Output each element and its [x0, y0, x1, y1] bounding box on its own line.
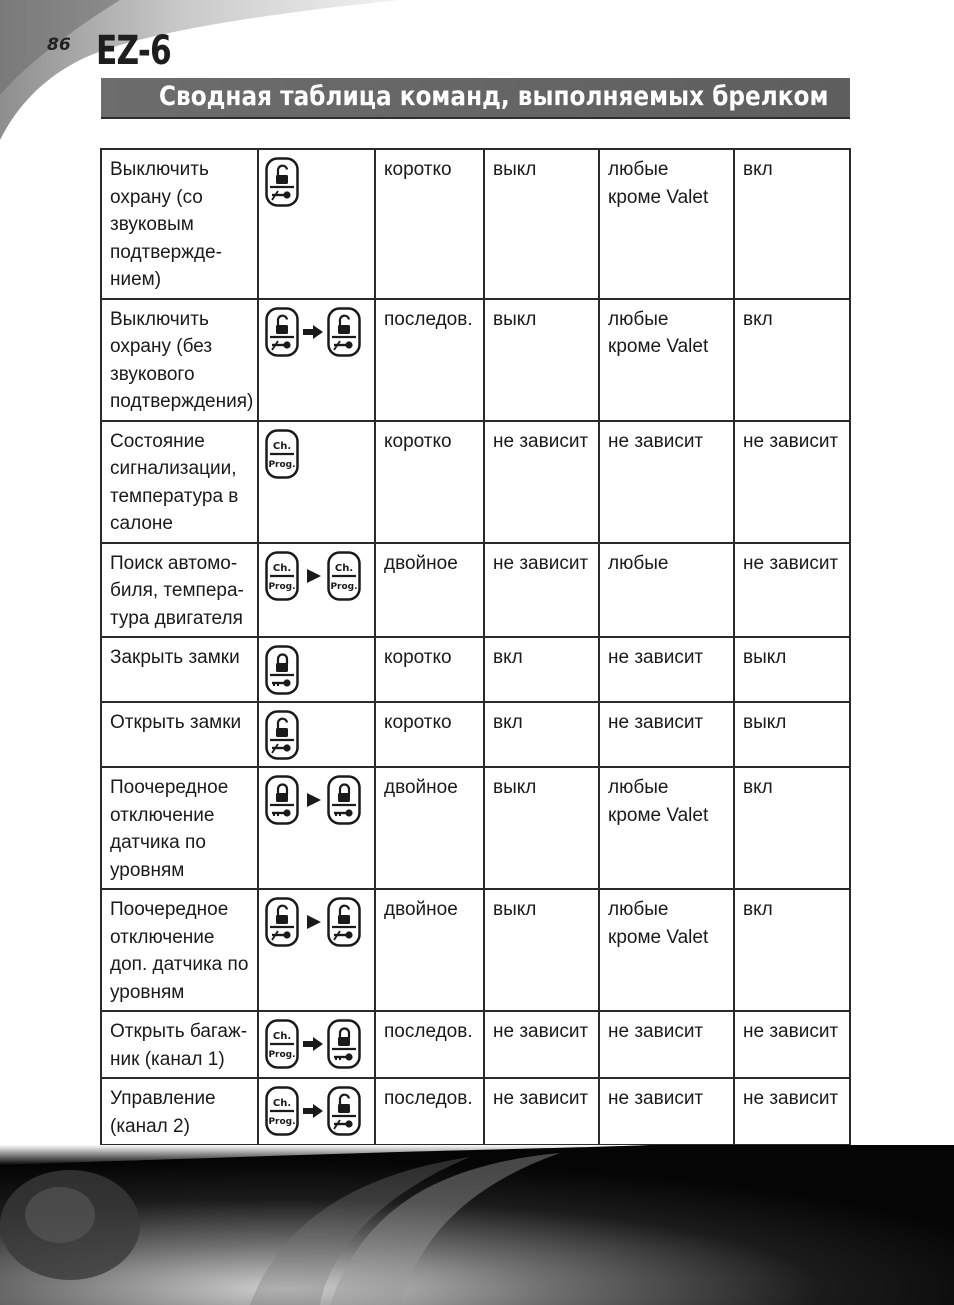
svg-text:Prog.: Prog. — [268, 459, 296, 470]
unlock-key-icon — [265, 710, 299, 760]
result-cell: не зависит — [734, 1078, 850, 1145]
mode-cell: не зависит — [599, 637, 734, 702]
mode-cell: любые — [599, 543, 734, 638]
unlock-key-icon — [265, 897, 299, 947]
page-number: 86 — [47, 35, 71, 55]
play-arrow-icon — [303, 569, 323, 583]
unlock-key-icon — [265, 157, 299, 207]
ch-prog-icon — [327, 551, 361, 601]
result-cell: вкл — [734, 889, 850, 1011]
table-row — [101, 149, 850, 299]
footer-image-decoration — [0, 1145, 954, 1305]
condition-cell: вкл — [484, 702, 599, 767]
command-name-cell: Выключить охрану (без звукового подтверждения) — [101, 299, 258, 421]
press-type-cell: последов. — [375, 299, 484, 421]
command-name-cell: Состояние сигнализации, температура в салоне — [101, 421, 258, 543]
command-name-cell: Выключить охрану (со звуковым подтвержде- нием) — [101, 149, 258, 299]
table-row — [101, 889, 850, 1011]
unlock-key-icon — [327, 897, 361, 947]
condition-cell: выкл — [484, 889, 599, 1011]
button-sequence-cell — [258, 149, 375, 299]
svg-text:Prog.: Prog. — [268, 1050, 296, 1060]
table-row — [101, 421, 850, 543]
condition-cell: не зависит — [484, 421, 599, 543]
arrow-right-icon — [303, 1037, 323, 1051]
mode-cell: любые кроме Valet — [599, 889, 734, 1011]
button-sequence — [265, 1018, 368, 1070]
press-type-cell: коротко — [375, 702, 484, 767]
arrow-right-icon — [303, 1104, 323, 1118]
svg-text:Prog.: Prog. — [268, 1117, 296, 1127]
result-cell: не зависит — [734, 421, 850, 543]
svg-text:Ch.: Ch. — [334, 562, 354, 574]
lock-key-icon — [265, 775, 299, 825]
svg-text:Prog.: Prog. — [330, 581, 358, 592]
result-cell: вкл — [734, 149, 850, 299]
lock-key-icon — [327, 1019, 361, 1069]
condition-cell: не зависит — [484, 543, 599, 638]
condition-cell: выкл — [484, 299, 599, 421]
title-bar — [101, 78, 850, 119]
result-cell: выкл — [734, 702, 850, 767]
command-name-cell: Поочередное отключение датчика по уровням — [101, 767, 258, 889]
button-sequence — [265, 709, 368, 761]
table-row — [101, 637, 850, 702]
press-type-cell: коротко — [375, 149, 484, 299]
table-row — [101, 1078, 850, 1145]
table-row — [101, 767, 850, 889]
result-cell: не зависит — [734, 543, 850, 638]
press-type-cell: коротко — [375, 637, 484, 702]
button-sequence-cell — [258, 1078, 375, 1145]
button-sequence — [265, 156, 368, 208]
command-name-cell: Открыть замки — [101, 702, 258, 767]
ch-prog-icon — [265, 551, 299, 601]
unlock-key-icon — [327, 1086, 361, 1136]
press-type-cell: коротко — [375, 421, 484, 543]
result-cell: вкл — [734, 767, 850, 889]
mode-cell: не зависит — [599, 1078, 734, 1145]
command-name-cell: Закрыть замки — [101, 637, 258, 702]
play-arrow-icon — [303, 915, 323, 929]
table-row — [101, 1011, 850, 1078]
mode-cell: не зависит — [599, 421, 734, 543]
result-cell: выкл — [734, 637, 850, 702]
condition-cell: выкл — [484, 149, 599, 299]
mode-cell: не зависит — [599, 702, 734, 767]
button-sequence-cell — [258, 299, 375, 421]
button-sequence — [265, 1085, 368, 1137]
button-sequence — [265, 428, 368, 480]
command-name-cell: Открыть багаж- ник (канал 1) — [101, 1011, 258, 1078]
press-type-cell: двойное — [375, 889, 484, 1011]
page-title: Сводная таблица команд, выполняемых брелком — [158, 81, 828, 112]
press-type-cell: двойное — [375, 543, 484, 638]
commands-table — [100, 148, 851, 1146]
result-cell: вкл — [734, 299, 850, 421]
press-type-cell: последов. — [375, 1078, 484, 1145]
command-name-cell: Поочередное отключение доп. датчика по уровням — [101, 889, 258, 1011]
press-type-cell: двойное — [375, 767, 484, 889]
button-sequence-cell — [258, 543, 375, 638]
svg-text:Prog.: Prog. — [268, 581, 296, 592]
button-sequence-cell — [258, 1011, 375, 1078]
result-cell: не зависит — [734, 1011, 850, 1078]
table-row — [101, 702, 850, 767]
mode-cell: не зависит — [599, 1011, 734, 1078]
svg-text:Ch.: Ch. — [272, 562, 292, 574]
svg-text:Ch.: Ch. — [272, 440, 292, 452]
button-sequence — [265, 774, 368, 826]
condition-cell: не зависит — [484, 1011, 599, 1078]
condition-cell: не зависит — [484, 1078, 599, 1145]
button-sequence — [265, 550, 368, 602]
brand-logo: EZ-6 — [96, 28, 171, 74]
table-row — [101, 543, 850, 638]
mode-cell: любые кроме Valet — [599, 149, 734, 299]
condition-cell: выкл — [484, 767, 599, 889]
press-type-cell: последов. — [375, 1011, 484, 1078]
svg-text:Ch.: Ch. — [272, 1098, 292, 1109]
svg-text:Ch.: Ch. — [272, 1031, 292, 1042]
mode-cell: любые кроме Valet — [599, 299, 734, 421]
button-sequence — [265, 896, 368, 948]
command-name-cell: Управление (канал 2) — [101, 1078, 258, 1145]
command-name-cell: Поиск автомо- биля, темпера- тура двигателя — [101, 543, 258, 638]
button-sequence-cell — [258, 767, 375, 889]
ch-prog-icon — [265, 429, 299, 479]
unlock-key-icon — [327, 307, 361, 357]
mode-cell: любые кроме Valet — [599, 767, 734, 889]
button-sequence — [265, 644, 368, 696]
ch-prog-icon — [265, 1086, 299, 1136]
lock-key-icon — [265, 645, 299, 695]
condition-cell: вкл — [484, 637, 599, 702]
button-sequence-cell — [258, 421, 375, 543]
table-row — [101, 299, 850, 421]
ch-prog-icon — [265, 1019, 299, 1069]
button-sequence-cell — [258, 637, 375, 702]
button-sequence-cell — [258, 702, 375, 767]
play-arrow-icon — [303, 793, 323, 807]
arrow-right-icon — [303, 325, 323, 339]
lock-key-icon — [327, 775, 361, 825]
button-sequence — [265, 306, 368, 358]
button-sequence-cell — [258, 889, 375, 1011]
unlock-key-icon — [265, 307, 299, 357]
